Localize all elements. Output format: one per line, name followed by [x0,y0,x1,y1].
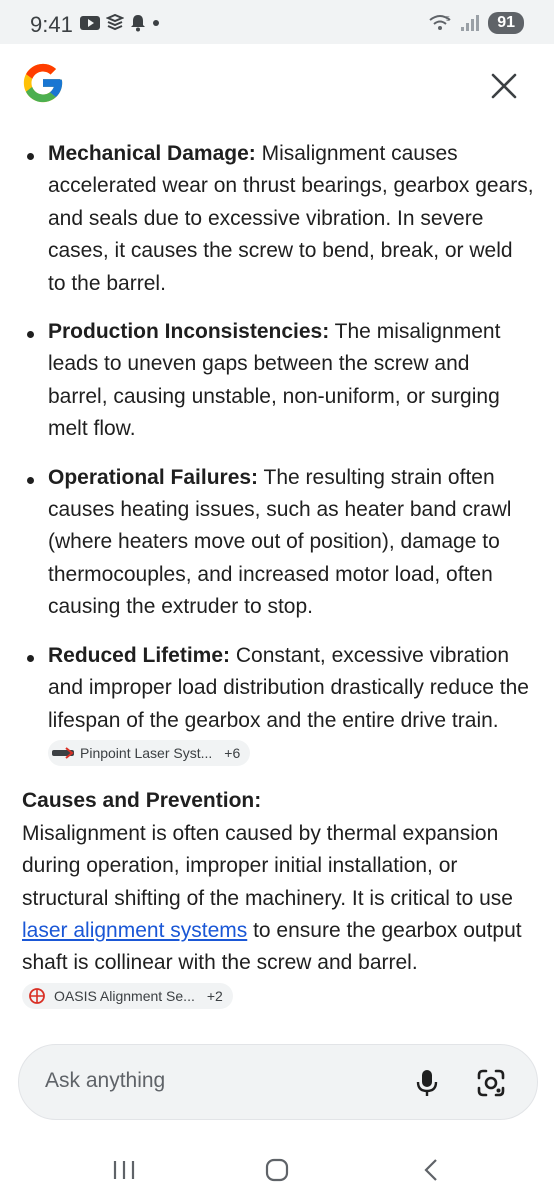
close-icon[interactable] [490,72,518,100]
ask-input-bar[interactable] [18,1044,538,1120]
source-chip[interactable]: Pinpoint Laser Syst... +6 [48,740,250,766]
header [0,44,554,124]
section-title: Causes and Prevention: [22,789,262,813]
laser-alignment-link[interactable]: laser alignment systems [22,918,248,942]
answer-content [0,138,554,1012]
source-chip[interactable]: OASIS Alignment Se... +2 [22,983,233,1009]
status-time: 9:41 [30,12,73,37]
bullet-list [0,138,554,769]
back-icon[interactable] [418,1156,446,1184]
battery-indicator: 91 [488,12,524,34]
pinpoint-logo-icon [52,745,74,761]
svg-text:5: 5 [446,16,451,23]
section-body: Misalignment is often caused by thermal expansion during operation, improper initial installation, or structural shifting of the machinery. It is critical to use laser alignment systems to ensure the gearbox output shaft is collinear with the screw and barrel. OASIS Alignment Se... +2 [22,818,532,1012]
wifi-icon [428,14,452,32]
notification-bell-icon [130,14,146,32]
list-item: Operational Failures: The resulting strain often causes heating issues, such as heater band crawl (where heaters move out of position), damage to thermocouples, and increased motor load, often causing the extruder to stop. [0,462,554,624]
google-lens-icon[interactable] [475,1067,507,1099]
home-icon[interactable] [263,1156,291,1184]
app-stack-icon [106,14,124,32]
microphone-icon[interactable] [411,1067,443,1099]
causes-section [0,785,554,1012]
system-nav-bar [0,1140,554,1200]
signal-icon [460,14,480,32]
recent-apps-icon[interactable] [110,1156,138,1184]
ask-input-placeholder[interactable]: Ask anything [45,1069,166,1092]
list-item: Production Inconsistencies: The misalignment leads to uneven gaps between the screw and barrel, causing unstable, non-uniform, or surging melt flow. [0,316,554,446]
google-g-logo [20,60,66,106]
oasis-logo-icon [26,988,48,1004]
list-item: Mechanical Damage: Misalignment causes accelerated wear on thrust bearings, gearbox gears, and seals due to excessive vibration. In severe cases, it causes the screw to bend, break, or weld to the barrel. [0,138,554,300]
list-item: Reduced Lifetime: Constant, excessive vibration and improper load distribution drastically reduce the lifespan of the gearbox and the entire drive train. Pinpoint Laser Syst... +6 [0,640,554,770]
status-bar [0,0,554,44]
youtube-icon [80,15,100,31]
dot-icon [152,19,160,27]
